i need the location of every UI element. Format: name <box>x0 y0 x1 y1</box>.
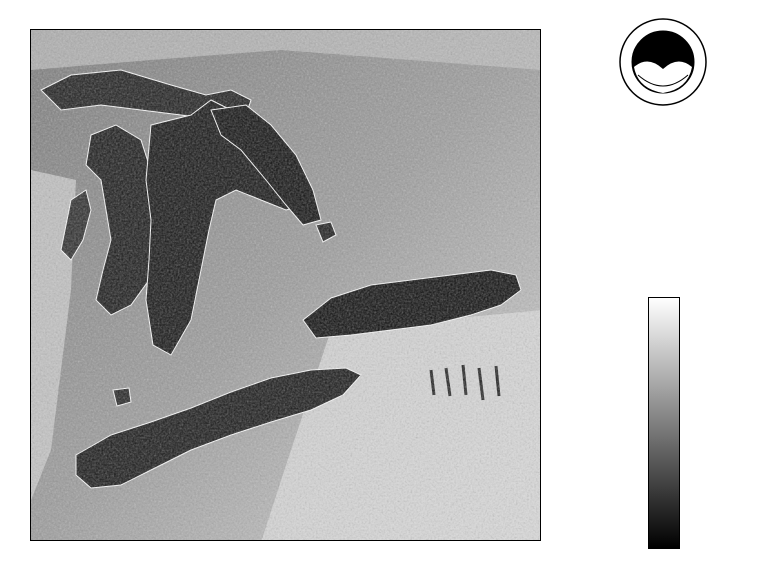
reflectance-colorbar <box>648 297 680 549</box>
map-image <box>31 30 541 541</box>
datetime-label <box>548 161 778 175</box>
noaa-logo-icon <box>618 17 708 107</box>
colorbar-ticks <box>680 297 750 549</box>
satellite-map <box>30 29 541 541</box>
image-texture <box>31 30 541 541</box>
